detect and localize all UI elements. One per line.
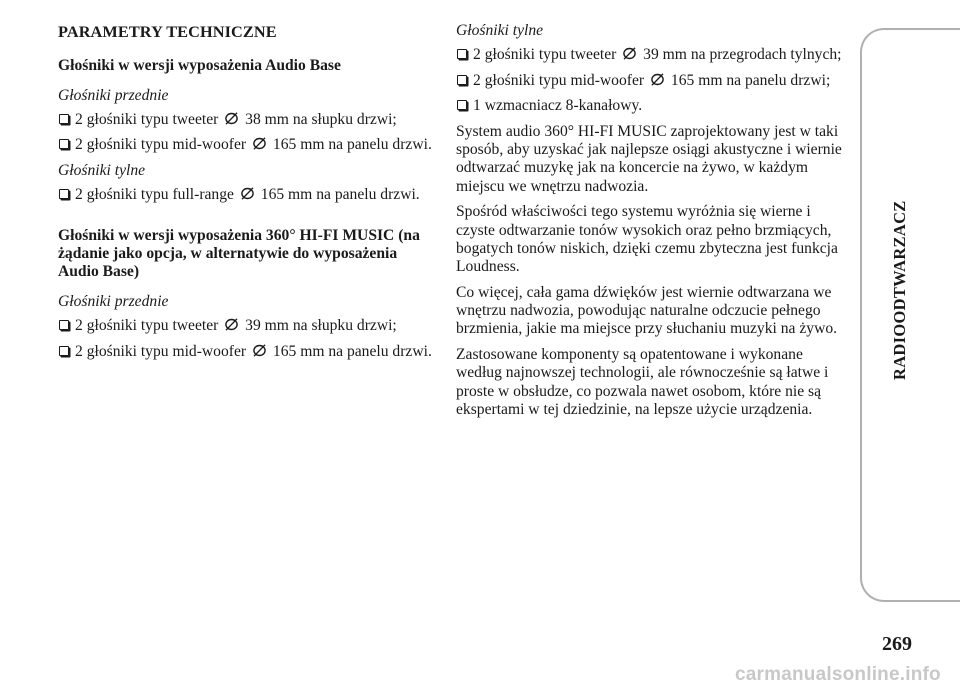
item-text: 2 głośniki typu mid-woofer <box>75 136 247 154</box>
item-text: 165 mm na panelu drzwi. <box>260 186 420 204</box>
paragraph: Spośród właściwości tego systemu wyróżnia się wierne i czyste odtwarzanie tonów wysokich oraz pełno brzmiących, bogatych tonów niskich, dzięki czemu zbyteczna jest funkcja Loudness. <box>456 203 838 276</box>
item-text: 39 mm na przegrodach tylnych; <box>643 46 842 64</box>
item-text: 165 mm na panelu drzwi; <box>670 71 831 89</box>
rear-speakers-label: Głośniki tylne <box>456 22 544 39</box>
item-text: 1 wzmacniacz 8-kanałowy. <box>473 97 643 115</box>
chapter-tab <box>860 28 960 602</box>
paragraph: Zastosowane komponenty są opatentowane i wykonane według najnowszej technologii, ale równocześnie są łatwe i proste w obsłudze, co pozwala nawet osobom, które nie są ekspertami w tej dziedzinie, na lepsze użycie urządzenia. <box>456 345 829 419</box>
item-text: 2 głośniki typu tweeter <box>75 317 219 335</box>
item-text: 2 głośniki typu full-range <box>75 186 234 204</box>
checkbox-bullet-icon <box>457 75 467 85</box>
item-text: 165 mm na panelu drzwi. <box>272 136 432 154</box>
right-column <box>456 22 848 426</box>
list-item <box>456 72 848 90</box>
checkbox-bullet-icon <box>59 189 69 199</box>
checkbox-bullet-icon <box>59 139 69 149</box>
item-text: 39 mm na słupku drzwi; <box>245 317 397 335</box>
item-text: 38 mm na słupku drzwi; <box>245 111 397 128</box>
section-title: PARAMETRY TECHNICZNE <box>58 22 277 41</box>
list-item <box>456 46 848 64</box>
checkbox-bullet-icon <box>59 114 69 124</box>
chapter-label: RADIOODTWARZACZ <box>890 200 909 380</box>
front-speakers-label: Głośniki przednie <box>58 86 169 104</box>
item-text: 2 głośniki typu mid-woofer <box>75 342 247 360</box>
list-item <box>58 136 440 154</box>
diameter-icon <box>223 318 240 331</box>
checkbox-bullet-icon <box>457 100 467 110</box>
checkbox-bullet-icon <box>59 320 69 330</box>
list-item <box>58 343 440 361</box>
list-item <box>58 317 440 335</box>
rear-speakers-label: Głośniki tylne <box>58 161 146 179</box>
paragraph: Co więcej, cała gama dźwięków jest wiernie odtwarzana we wnętrzu nadwozia, powodując naturalne odczucie pełnego brzmienia, jakie ma miejsce przy słuchaniu muzyki na żywo. <box>456 283 838 338</box>
watermark: carmanualsonline.info <box>735 664 941 685</box>
item-text: 2 głośniki typu tweeter <box>75 111 219 128</box>
list-item <box>456 97 848 115</box>
diameter-icon <box>223 112 240 125</box>
diameter-icon <box>251 137 268 150</box>
diameter-icon <box>649 73 666 86</box>
page-number: 269 <box>882 633 912 655</box>
item-text: 2 głośniki typu tweeter <box>473 46 617 64</box>
checkbox-bullet-icon <box>59 346 69 356</box>
item-text: 2 głośniki typu mid-woofer <box>473 71 645 89</box>
hifi-heading: Głośniki w wersji wyposażenia 360° HI-FI MUSIC (na żądanie jako opcja, w alternatywie do wyposażenia Audio Base) <box>58 226 420 281</box>
front-speakers-label: Głośniki przednie <box>58 292 169 310</box>
list-item <box>58 186 440 204</box>
diameter-icon <box>251 344 268 357</box>
left-column <box>58 22 440 368</box>
diameter-icon <box>621 47 638 60</box>
audio-base-heading: Głośniki w wersji wyposażenia Audio Base <box>58 57 341 75</box>
list-item <box>58 111 440 129</box>
item-text: 165 mm na panelu drzwi. <box>272 342 432 360</box>
diameter-icon <box>239 187 256 200</box>
checkbox-bullet-icon <box>457 49 467 59</box>
paragraph: System audio 360° HI-FI MUSIC zaprojektowany jest w taki sposób, aby uzyskać jak najlepsze osiągi akustyczne i wiernie odtwarzać muzykę jak na koncercie na żywo, w każdym miejscu we wnętrzu nadwozia. <box>456 122 842 195</box>
